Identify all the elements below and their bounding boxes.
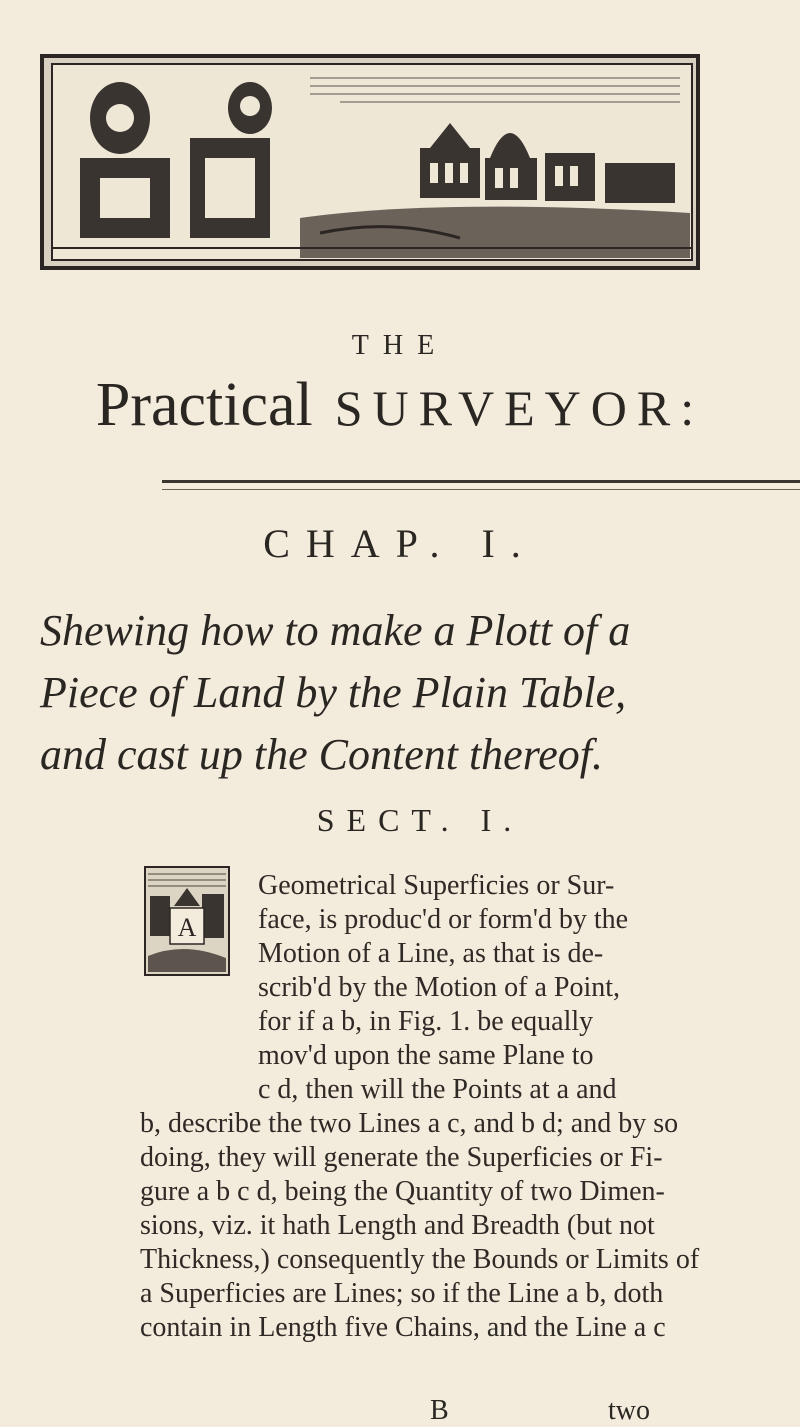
text-line: contain in Length five Chains, and the Line a c (140, 1312, 666, 1343)
subtitle-line: Shewing how to make a Plott of a (40, 606, 631, 655)
subtitle-line: and cast up the Content thereof. (40, 730, 603, 779)
text-line: face, is produc'd or form'd by the (258, 904, 629, 935)
text-line: Thickness,) consequently the Bounds or Limits of (140, 1244, 700, 1275)
text-line: for if a b, in Fig. 1. be equally (258, 1006, 594, 1037)
subtitle-line: Piece of Land by the Plain Table, (40, 668, 627, 717)
headpiece-engraving (40, 48, 702, 274)
text-line: sions, viz. it hath Length and Breadth (but not (140, 1210, 655, 1241)
text-line: b, describe the two Lines a c, and b d; and by so (140, 1108, 679, 1139)
text-line: mov'd upon the same Plane to (258, 1040, 594, 1071)
catchword: two (608, 1395, 650, 1426)
section-heading: SECT. I. (316, 802, 524, 838)
text-line: Geometrical Superficies or Sur- (258, 870, 615, 901)
title-main: Practical (95, 371, 313, 439)
signature-mark: B (430, 1395, 449, 1426)
text-line: scrib'd by the Motion of a Point, (258, 972, 621, 1003)
text-line: gure a b c d, being the Quantity of two Dimen- (140, 1176, 665, 1207)
text-line: a Superficies are Lines; so if the Line a b, doth (140, 1278, 664, 1309)
title-rule (162, 480, 800, 490)
text-line: c d, then will the Points at a and (258, 1074, 617, 1105)
the-heading: THE (351, 330, 449, 361)
text-line: Motion of a Line, as that is de- (258, 938, 604, 969)
drop-cap-letter: A (177, 913, 197, 942)
title-caps: SURVEYOR: (334, 380, 705, 436)
drop-cap-engraving (144, 866, 230, 976)
chapter-subtitle (40, 600, 780, 786)
text-line: doing, they will generate the Superficies or Fi- (140, 1142, 663, 1173)
chapter-heading: CHAP. I. (263, 521, 537, 566)
book-title (50, 370, 750, 441)
